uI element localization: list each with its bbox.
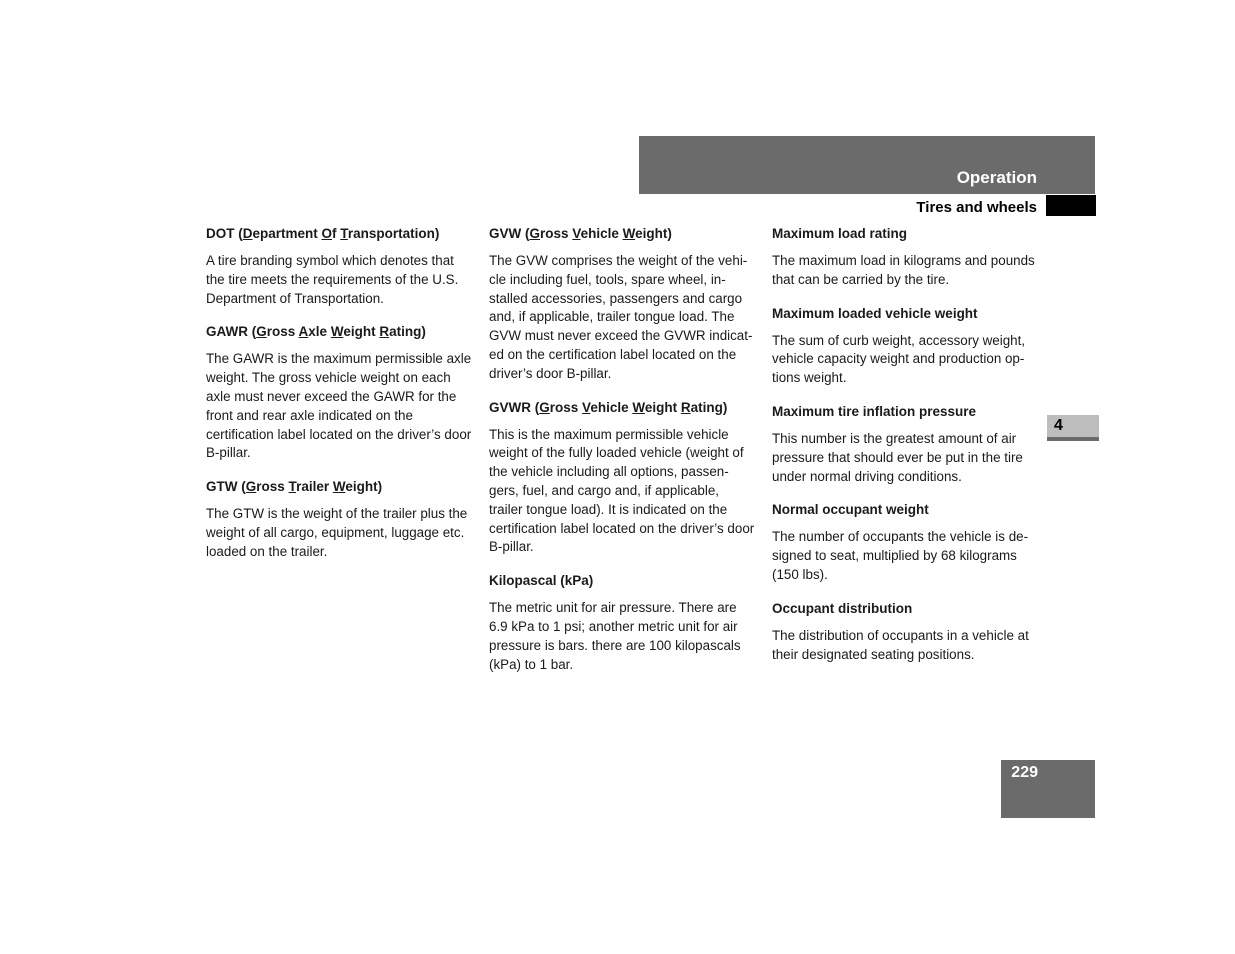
- term-text: Occupant distribution: [772, 600, 913, 616]
- subsection-title: Tires and wheels: [916, 199, 1037, 216]
- term-initial: W: [330, 324, 344, 340]
- term-text: xle: [308, 324, 331, 340]
- term-text: ross: [256, 479, 289, 495]
- term-text: ating): [389, 324, 426, 340]
- glossary-term: [489, 226, 755, 242]
- glossary-entry: [206, 226, 472, 308]
- term-text: eight): [635, 226, 672, 241]
- glossary-entry: [489, 573, 755, 674]
- term-text: DOT (: [206, 226, 243, 241]
- section-title: Operation: [956, 168, 1037, 187]
- glossary-term: [489, 573, 755, 589]
- column-1: [206, 226, 472, 578]
- page-number-box: [1001, 760, 1095, 818]
- glossary-definition: This is the maximum permissible vehicle weight of the fully loaded vehicle (weight of the vehicle including all options, passen-gers, fuel, and cargo and, if applicable, trailer tongue load). It is indicated on the certification label located on the driver’s door B-pillar.: [489, 426, 755, 555]
- glossary-definition: This number is the greatest amount of air pressure that should ever be put in the tire under normal driving conditions.: [772, 430, 1023, 484]
- term-initial: V: [582, 399, 591, 415]
- glossary-definition: The GAWR is the maximum permissible axle weight. The gross vehicle weight on each axle must never exceed the GAWR for the front and rear axle indicated on the certification label located on the driver’s door B-pillar.: [206, 351, 472, 461]
- term-initial: R: [680, 399, 691, 415]
- term-text: GVW (: [489, 226, 530, 241]
- glossary-term: [772, 601, 1038, 617]
- term-initial: G: [245, 479, 257, 495]
- glossary-entry: [489, 400, 755, 558]
- glossary-definition: A tire branding symbol which denotes that the tire meets the requirements of the U.S. Department of Transportation.: [206, 253, 459, 306]
- glossary-definition: The distribution of occupants in a vehicle at their designated seating positions.: [772, 627, 1029, 662]
- term-initial: W: [632, 399, 645, 415]
- glossary-entry: [206, 324, 472, 463]
- glossary-definition: The GVW comprises the weight of the vehi-cle including fuel, tools, spare wheel, in-stalled accessories, passengers and cargo and, if applicable, trailer tongue load. The GVW must never exceed the GVWR indicat-ed on the certification label located on the driver’s door B-pillar.: [489, 253, 753, 381]
- term-text: Normal occupant weight: [772, 502, 929, 518]
- term-text: ross: [549, 399, 583, 415]
- term-text: epartment: [252, 226, 322, 241]
- term-text: eight): [345, 479, 383, 495]
- glossary-definition: The sum of curb weight, accessory weight, vehicle capacity weight and production op-tions weight.: [772, 332, 1026, 386]
- term-text: f: [332, 226, 341, 241]
- term-text: GAWR (: [206, 324, 257, 340]
- term-text: Maximum loaded vehicle weight: [772, 305, 978, 321]
- term-initial: T: [340, 226, 348, 241]
- glossary-entry: [489, 226, 755, 384]
- glossary-entry: [772, 306, 1038, 388]
- term-text: GTW (: [206, 479, 246, 495]
- glossary-entry: [772, 226, 1038, 290]
- term-text: eight: [644, 399, 681, 415]
- term-initial: W: [332, 479, 346, 495]
- term-text: ross: [266, 324, 299, 340]
- term-text: ating): [690, 399, 728, 415]
- glossary-term: [772, 502, 1038, 518]
- glossary-entry: [206, 479, 472, 561]
- term-initial: W: [622, 226, 636, 241]
- glossary-definition: The metric unit for air pressure. There are 6.9 kPa to 1 psi; another metric unit for air pressure is bars. there are 100 kilopascals (kPa) to 1 bar.: [489, 600, 741, 672]
- glossary-term: [206, 226, 472, 242]
- glossary-entry: [772, 502, 1038, 584]
- term-initial: D: [242, 226, 253, 241]
- glossary-term: [206, 324, 472, 340]
- term-initial: O: [321, 226, 333, 241]
- term-initial: A: [298, 324, 309, 340]
- page-number: 229: [1011, 764, 1038, 781]
- term-initial: T: [288, 479, 297, 495]
- term-initial: G: [529, 226, 541, 241]
- term-text: Maximum load rating: [772, 226, 908, 241]
- term-text: Kilopascal (kPa): [489, 573, 594, 589]
- term-text: ransportation): [347, 226, 440, 241]
- term-initial: G: [539, 399, 550, 415]
- term-text: GVWR (: [489, 399, 540, 415]
- glossary-term: [206, 479, 472, 495]
- glossary-term: [772, 404, 1038, 420]
- glossary-term: [772, 226, 1038, 242]
- term-text: ross: [540, 226, 573, 241]
- term-text: ehicle: [590, 399, 633, 415]
- term-initial: V: [572, 226, 581, 241]
- glossary-term: [772, 306, 1038, 322]
- term-text: eight: [343, 324, 380, 340]
- glossary-definition: The number of occupants the vehicle is de-signed to seat, multiplied by 68 kilograms (150 lbs).: [772, 529, 1029, 582]
- term-text: ehicle: [580, 226, 623, 241]
- glossary-entry: [772, 404, 1038, 486]
- header-tab-marker: [1046, 195, 1096, 216]
- glossary-entry: [772, 601, 1038, 665]
- term-initial: R: [379, 324, 390, 340]
- glossary-term: [489, 400, 755, 416]
- chapter-number: 4: [1054, 417, 1063, 434]
- term-initial: G: [256, 324, 267, 340]
- column-2: [489, 226, 755, 690]
- term-text: railer: [296, 479, 333, 495]
- glossary-definition: The GTW is the weight of the trailer plus the weight of all cargo, equipment, luggage etc. loaded on the trailer.: [206, 506, 468, 559]
- chapter-tab: [1047, 415, 1099, 441]
- glossary-definition: The maximum load in kilograms and pounds that can be carried by the tire.: [772, 253, 1035, 287]
- term-text: Maximum tire inflation pressure: [772, 403, 977, 419]
- column-3: [772, 226, 1038, 680]
